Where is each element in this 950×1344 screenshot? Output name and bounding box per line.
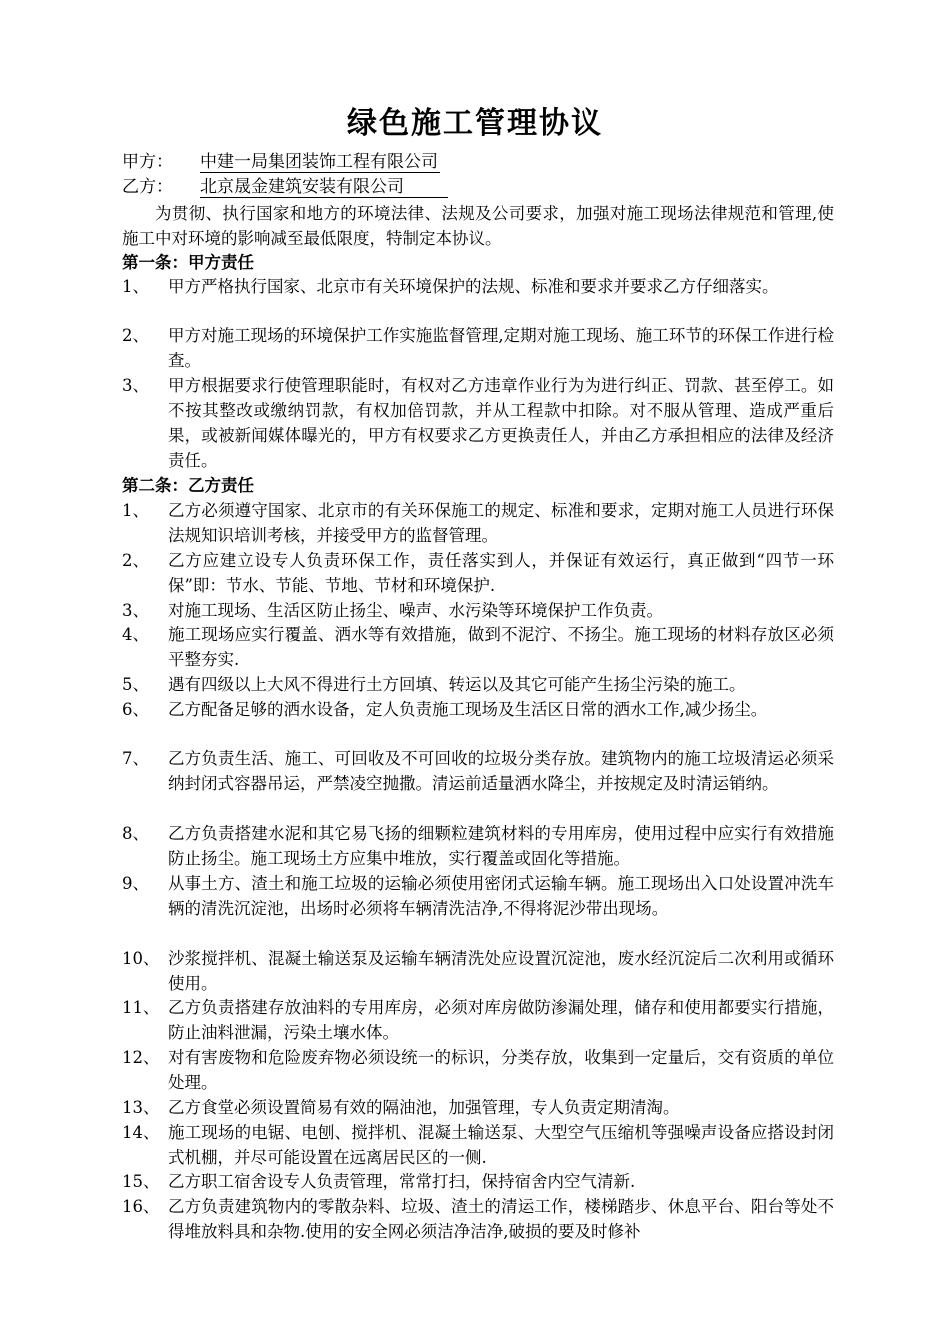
item-text: 甲方严格执行国家、北京市有关环境保护的法规、标准和要求并要求乙方仔细落实。 bbox=[168, 277, 779, 296]
item-text: 乙方负责建筑物内的零散杂料、垃圾、渣土的清运工作，楼梯踏步、休息平台、阳台等处不得堆放料具和杂物.使用的安全网必须洁净洁净,破损的要及时修补 bbox=[168, 1197, 834, 1241]
article2-item bbox=[122, 672, 834, 697]
item-number: 7、 bbox=[122, 749, 149, 768]
party-a-label: 甲方： bbox=[122, 152, 173, 172]
article1-heading: 第一条：甲方责任 bbox=[122, 253, 254, 272]
item-number: 1、 bbox=[122, 501, 149, 520]
article2-item bbox=[122, 1120, 834, 1170]
item-text: 乙方职工宿舍设专人负责管理，常常打扫，保持宿舍内空气清新. bbox=[168, 1172, 636, 1191]
article2-heading: 第二条：乙方责任 bbox=[122, 476, 254, 495]
item-text: 对有害废物和危险废弃物必须设统一的标识，分类存放，收集到一定量后，交有资质的单位处理。 bbox=[168, 1048, 834, 1092]
article2-item bbox=[122, 697, 834, 722]
article2-item bbox=[122, 946, 834, 996]
item-text: 乙方负责搭建水泥和其它易飞扬的细颗粒建筑材料的专用库房，使用过程中应实行有效措施防止扬尘。施工现场土方应集中堆放，实行覆盖或固化等措施。 bbox=[168, 824, 834, 868]
item-number: 11、 bbox=[122, 998, 160, 1017]
item-text: 乙方配备足够的洒水设备，定人负责施工现场及生活区日常的洒水工作,减少扬尘。 bbox=[168, 700, 768, 719]
item-text: 施工现场应实行覆盖、洒水等有效措施，做到不泥泞、不扬尘。施工现场的材料存放区必须平整夯实. bbox=[168, 625, 834, 669]
item-text: 乙方食堂必须设置简易有效的隔油池，加强管理，专人负责定期清淘。 bbox=[168, 1098, 680, 1117]
article2-item bbox=[122, 871, 834, 921]
item-number: 10、 bbox=[122, 949, 160, 968]
item-number: 15、 bbox=[122, 1172, 160, 1191]
article1-item bbox=[122, 274, 834, 299]
item-text: 从事土方、渣土和施工垃圾的运输必须使用密闭式运输车辆。施工现场出入口处设置冲洗车辆的清洗沉淀池，出场时必须将车辆清洗洁净,不得将泥沙带出现场。 bbox=[168, 874, 834, 918]
article2-item bbox=[122, 598, 834, 623]
party-b-label: 乙方： bbox=[122, 177, 173, 197]
item-number: 14、 bbox=[122, 1123, 160, 1142]
article2-item bbox=[122, 821, 834, 871]
article2-item bbox=[122, 1194, 834, 1244]
item-text: 施工现场的电锯、电刨、搅拌机、混凝土输送泵、大型空气压缩机等强噪声设备应搭设封闭式机棚，并尽可能设置在远离居民区的一侧. bbox=[168, 1123, 834, 1167]
party-b-line bbox=[122, 175, 448, 199]
item-text: 甲方根据要求行使管理职能时，有权对乙方违章作业行为为进行纠正、罚款、甚至停工。如不按其整改或缴纳罚款，有权加倍罚款，并从工程款中扣除。对不服从管理、造成严重后果，或被新闻媒体曝光的，甲方有权要求乙方更换责任人，并由乙方承担相应的法律及经济责任。 bbox=[168, 376, 834, 470]
party-b-name: 北京晟金建筑安装有限公司 bbox=[200, 177, 448, 198]
article2-item bbox=[122, 622, 834, 672]
item-number: 2、 bbox=[122, 551, 149, 570]
item-number: 3、 bbox=[122, 601, 149, 620]
article1-item bbox=[122, 373, 834, 473]
item-number: 6、 bbox=[122, 700, 149, 719]
document-title: 绿色施工管理协议 bbox=[347, 106, 603, 141]
item-number: 9、 bbox=[122, 874, 149, 893]
article2-item bbox=[122, 498, 834, 548]
party-a-name: 中建一局集团装饰工程有限公司 bbox=[200, 152, 438, 172]
item-number: 3、 bbox=[122, 376, 149, 395]
item-number: 2、 bbox=[122, 326, 149, 345]
item-text: 甲方对施工现场的环境保护工作实施监督管理,定期对施工现场、施工环节的环保工作进行检查。 bbox=[168, 326, 834, 370]
item-number: 4、 bbox=[122, 625, 149, 644]
item-number: 12、 bbox=[122, 1048, 160, 1067]
article2-item bbox=[122, 995, 834, 1045]
article2-item bbox=[122, 1045, 834, 1095]
item-text: 对施工现场、生活区防止扬尘、噪声、水污染等环境保护工作负责。 bbox=[168, 601, 663, 620]
item-text: 乙方负责生活、施工、可回收及不可回收的垃圾分类存放。建筑物内的施工垃圾清运必须采纳封闭式容器吊运，严禁凌空抛撒。清运前适量洒水降尘，并按规定及时清运销纳。 bbox=[168, 749, 834, 793]
article2-item bbox=[122, 1169, 834, 1194]
item-text: 乙方应建立设专人负责环保工作，责任落实到人，并保证有效运行，真正做到“四节一环保”即：节水、节能、节地、节材和环境保护. bbox=[168, 551, 834, 595]
item-number: 8、 bbox=[122, 824, 149, 843]
article2-item bbox=[122, 548, 834, 598]
item-number: 1、 bbox=[122, 277, 149, 296]
item-number: 13、 bbox=[122, 1098, 160, 1117]
article2-item bbox=[122, 746, 834, 796]
article2-item bbox=[122, 1095, 834, 1120]
item-text: 遇有四级以上大风不得进行土方回填、转运以及其它可能产生扬尘污染的施工。 bbox=[168, 675, 746, 694]
item-number: 16、 bbox=[122, 1197, 160, 1216]
article1-item bbox=[122, 323, 834, 373]
party-a-line bbox=[122, 150, 440, 174]
item-text: 沙浆搅拌机、混凝土输送泵及运输车辆清洗处应设置沉淀池，废水经沉淀后二次利用或循环使用。 bbox=[168, 949, 834, 993]
intro-paragraph: 为贯彻、执行国家和地方的环境法律、法规及公司要求，加强对施工现场法律规范和管理,使施工中对环境的影响减至最低限度，特制定本协议。 bbox=[122, 204, 834, 248]
item-text: 乙方必须遵守国家、北京市的有关环保施工的规定、标准和要求，定期对施工人员进行环保法规知识培训考核，并接受甲方的监督管理。 bbox=[168, 501, 834, 545]
item-text: 乙方负责搭建存放油料的专用库房，必须对库房做防渗漏处理，储存和使用都要实行措施，防止油料泄漏，污染土壤水体。 bbox=[168, 998, 834, 1042]
item-number: 5、 bbox=[122, 675, 149, 694]
